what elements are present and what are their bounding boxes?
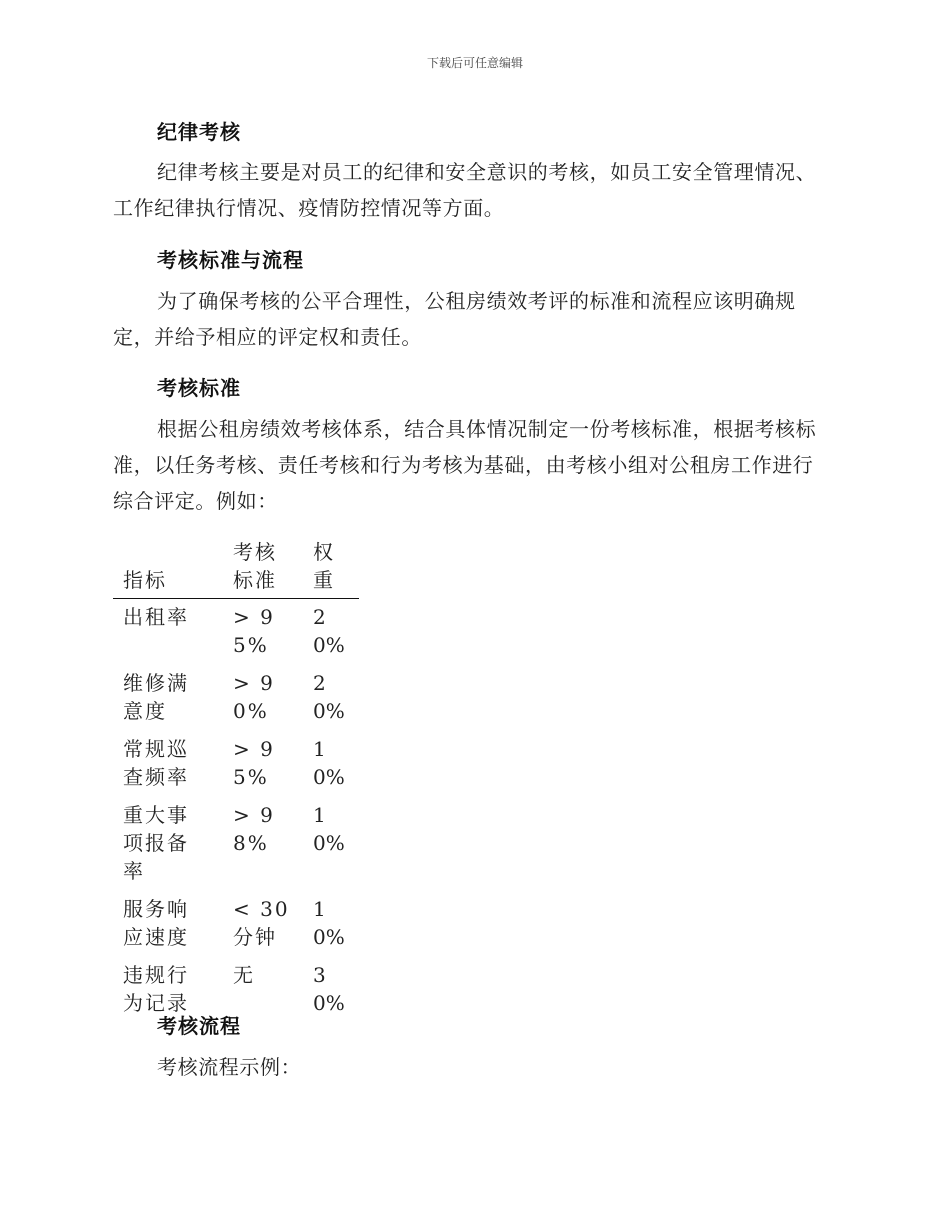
table-cell-indicator: 服务响应速度 — [123, 897, 189, 949]
table-cell-indicator: 违规行为记录 — [123, 963, 189, 1015]
table-cell-standard: > 95% — [233, 605, 275, 657]
table-row — [113, 891, 359, 957]
table-cell-indicator: 常规巡查频率 — [123, 737, 189, 789]
table-row — [113, 797, 359, 891]
table-cell-standard: > 95% — [233, 737, 275, 789]
table-cell-weight: 10% — [313, 737, 345, 789]
table-row — [113, 599, 359, 666]
table-cell-indicator: 出租率 — [123, 605, 189, 629]
kpi-table — [113, 536, 359, 1023]
table-cell-weight: 10% — [313, 803, 345, 855]
table-cell-indicator: 维修满意度 — [123, 671, 189, 723]
section-title-standards: 考核标准 — [157, 376, 241, 400]
table-cell-indicator: 重大事项报备率 — [123, 803, 189, 883]
table-cell-weight: 30% — [313, 963, 345, 1015]
section-body-standards-process: 为了确保考核的公平合理性，公租房绩效考评的标准和流程应该明确规定，并给予相应的评定权和责任。 — [113, 289, 796, 349]
table-cell-standard: < 30 分钟 — [233, 897, 290, 949]
table-row — [113, 665, 359, 731]
table-row — [113, 731, 359, 797]
section-title-process: 考核流程 — [157, 1014, 241, 1038]
table-cell-standard: > 98% — [233, 803, 275, 855]
section-body-standards: 根据公租房绩效考核体系，结合具体情况制定一份考核标准，根据考核标准，以任务考核、责任考核和行为考核为基础，由考核小组对公租房工作进行综合评定。例如： — [113, 417, 817, 513]
page-header-note: 下载后可任意编辑 — [426, 56, 523, 70]
section-title-discipline: 纪律考核 — [157, 120, 241, 144]
table-header-row — [113, 536, 359, 599]
section-body-discipline: 纪律考核主要是对员工的纪律和安全意识的考核，如员工安全管理情况、工作纪律执行情况、疫情防控情况等方面。 — [113, 160, 817, 220]
section-title-standards-process: 考核标准与流程 — [157, 248, 304, 272]
table-cell-standard: > 90% — [233, 671, 275, 723]
table-cell-weight: 20% — [313, 605, 345, 657]
table-header-standard: 考核标准 — [233, 536, 313, 599]
table-cell-weight: 10% — [313, 897, 345, 949]
table-header-weight: 权重 — [313, 536, 359, 599]
table-cell-weight: 20% — [313, 671, 345, 723]
table-header-indicator: 指标 — [113, 536, 233, 599]
table-cell-standard: 无 — [233, 963, 255, 987]
section-body-process: 考核流程示例： — [157, 1055, 302, 1079]
